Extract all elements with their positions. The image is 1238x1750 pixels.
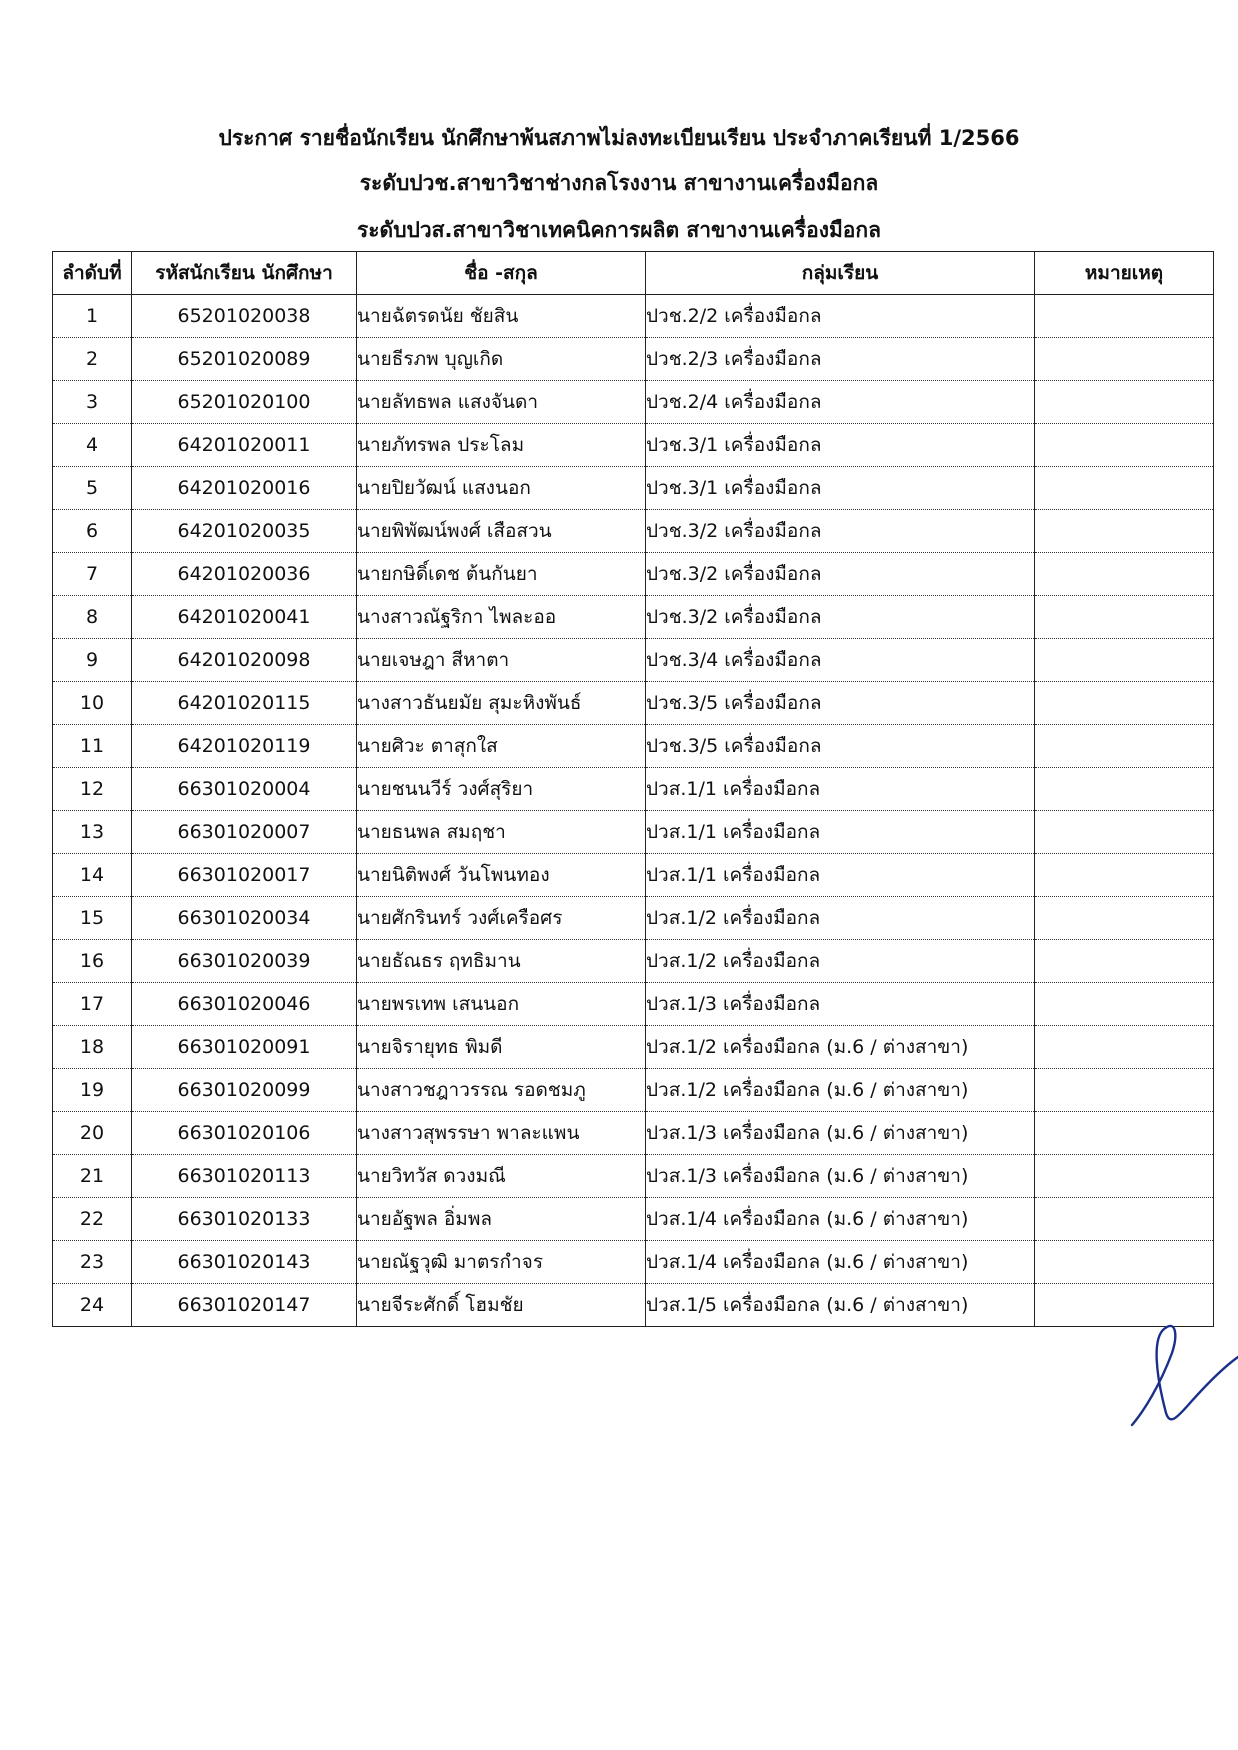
student-name-cell: นายกษิดิ์เดช ต้นกันยา — [357, 553, 646, 596]
table-row — [53, 983, 1214, 1026]
class-group-cell: ปวส.1/3 เครื่องมือกล (ม.6 / ต่างสาขา) — [646, 1112, 1035, 1155]
table-row — [53, 1241, 1214, 1284]
table-row — [53, 854, 1214, 897]
order-cell: 6 — [53, 510, 132, 553]
order-cell: 23 — [53, 1241, 132, 1284]
student-name-cell: นายวิทวัส ดวงมณี — [357, 1155, 646, 1198]
table-row — [53, 338, 1214, 381]
class-group-cell: ปวช.3/2 เครื่องมือกล — [646, 596, 1035, 639]
order-cell: 4 — [53, 424, 132, 467]
note-cell — [1035, 553, 1214, 596]
note-cell — [1035, 1112, 1214, 1155]
note-cell — [1035, 854, 1214, 897]
student-name-cell: นายศักรินทร์ วงศ์เครือศร — [357, 897, 646, 940]
student-id-cell: 66301020004 — [132, 768, 357, 811]
class-group-cell: ปวช.2/3 เครื่องมือกล — [646, 338, 1035, 381]
class-group-cell: ปวช.2/2 เครื่องมือกล — [646, 295, 1035, 338]
note-cell — [1035, 596, 1214, 639]
student-name-cell: นายธัณธร ฤทธิมาน — [357, 940, 646, 983]
note-cell — [1035, 1026, 1214, 1069]
student-name-cell: นายศิวะ ตาสุกใส — [357, 725, 646, 768]
order-cell: 14 — [53, 854, 132, 897]
order-cell: 19 — [53, 1069, 132, 1112]
student-id-cell: 66301020133 — [132, 1198, 357, 1241]
student-name-cell: นายธนพล สมฤชา — [357, 811, 646, 854]
order-cell: 9 — [53, 639, 132, 682]
order-cell: 15 — [53, 897, 132, 940]
student-id-cell: 64201020011 — [132, 424, 357, 467]
table-row — [53, 897, 1214, 940]
announcement-title: ประกาศ รายชื่อนักเรียน นักศึกษาพ้นสภาพไม่ลงทะเบียนเรียน ประจำภาคเรียนที่ 1/2566 — [218, 126, 1020, 150]
order-cell: 2 — [53, 338, 132, 381]
note-cell — [1035, 725, 1214, 768]
order-cell: 21 — [53, 1155, 132, 1198]
student-id-cell: 66301020099 — [132, 1069, 357, 1112]
vocational-level-subtitle: ระดับปวช.สาขาวิชาช่างกลโรงงาน สาขางานเครื่องมือกล — [359, 171, 879, 195]
note-cell — [1035, 940, 1214, 983]
student-id-cell: 64201020115 — [132, 682, 357, 725]
student-name-cell: นายนิติพงศ์ วันโพนทอง — [357, 854, 646, 897]
class-group-cell: ปวส.1/2 เครื่องมือกล — [646, 940, 1035, 983]
high-vocational-level-subtitle: ระดับปวส.สาขาวิชาเทคนิคการผลิต สาขางานเครื่องมือกล — [357, 218, 881, 242]
student-id-cell: 64201020098 — [132, 639, 357, 682]
student-name-cell: นายพรเทพ เสนนอก — [357, 983, 646, 1026]
student-id-cell: 66301020017 — [132, 854, 357, 897]
class-group-cell: ปวช.3/1 เครื่องมือกล — [646, 467, 1035, 510]
column-header-name: ชื่อ -สกุล — [357, 252, 646, 295]
class-group-cell: ปวช.3/5 เครื่องมือกล — [646, 682, 1035, 725]
note-cell — [1035, 682, 1214, 725]
column-header-group: กลุ่มเรียน — [646, 252, 1035, 295]
column-header-note: หมายเหตุ — [1035, 252, 1214, 295]
student-name-cell: นายฉัตรดนัย ชัยสิน — [357, 295, 646, 338]
note-cell — [1035, 510, 1214, 553]
student-id-cell: 66301020147 — [132, 1284, 357, 1327]
table-row — [53, 295, 1214, 338]
signature-mark — [1130, 1315, 1238, 1435]
student-name-cell: นายจีระศักดิ์ โฮมชัย — [357, 1284, 646, 1327]
note-cell — [1035, 1241, 1214, 1284]
order-cell: 3 — [53, 381, 132, 424]
note-cell — [1035, 424, 1214, 467]
class-group-cell: ปวช.3/2 เครื่องมือกล — [646, 510, 1035, 553]
table-row — [53, 725, 1214, 768]
order-cell: 18 — [53, 1026, 132, 1069]
student-id-cell: 65201020038 — [132, 295, 357, 338]
student-id-cell: 66301020113 — [132, 1155, 357, 1198]
class-group-cell: ปวส.1/5 เครื่องมือกล (ม.6 / ต่างสาขา) — [646, 1284, 1035, 1327]
class-group-cell: ปวช.3/4 เครื่องมือกล — [646, 639, 1035, 682]
note-cell — [1035, 381, 1214, 424]
column-header-student-id: รหัสนักเรียน นักศึกษา — [132, 252, 357, 295]
order-cell: 5 — [53, 467, 132, 510]
note-cell — [1035, 983, 1214, 1026]
student-id-cell: 66301020034 — [132, 897, 357, 940]
student-name-cell: นางสาวสุพรรษา พาละแพน — [357, 1112, 646, 1155]
table-header-row — [53, 252, 1214, 295]
student-id-cell: 66301020143 — [132, 1241, 357, 1284]
class-group-cell: ปวส.1/2 เครื่องมือกล (ม.6 / ต่างสาขา) — [646, 1026, 1035, 1069]
student-name-cell: นายธีรภพ บุญเกิด — [357, 338, 646, 381]
student-id-cell: 66301020007 — [132, 811, 357, 854]
student-id-cell: 66301020106 — [132, 1112, 357, 1155]
student-name-cell: นางสาวณัฐริกา ไพละออ — [357, 596, 646, 639]
note-cell — [1035, 467, 1214, 510]
table-row — [53, 1069, 1214, 1112]
student-id-cell: 64201020016 — [132, 467, 357, 510]
order-cell: 10 — [53, 682, 132, 725]
student-id-cell: 66301020039 — [132, 940, 357, 983]
note-cell — [1035, 811, 1214, 854]
table-row — [53, 811, 1214, 854]
note-cell — [1035, 1069, 1214, 1112]
student-id-cell: 64201020035 — [132, 510, 357, 553]
table-row — [53, 467, 1214, 510]
student-name-cell: นางสาวชฎาวรรณ รอดชมภู — [357, 1069, 646, 1112]
student-id-cell: 66301020091 — [132, 1026, 357, 1069]
table-row — [53, 682, 1214, 725]
table-row — [53, 639, 1214, 682]
student-name-cell: นายณัฐวุฒิ มาตรกำจร — [357, 1241, 646, 1284]
table-row — [53, 1284, 1214, 1327]
table-row — [53, 1155, 1214, 1198]
class-group-cell: ปวส.1/1 เครื่องมือกล — [646, 811, 1035, 854]
class-group-cell: ปวส.1/4 เครื่องมือกล (ม.6 / ต่างสาขา) — [646, 1241, 1035, 1284]
order-cell: 7 — [53, 553, 132, 596]
order-cell: 1 — [53, 295, 132, 338]
student-id-cell: 64201020036 — [132, 553, 357, 596]
class-group-cell: ปวช.3/2 เครื่องมือกล — [646, 553, 1035, 596]
table-row — [53, 596, 1214, 639]
order-cell: 11 — [53, 725, 132, 768]
student-name-cell: นางสาวธันยมัย สุมะหิงพันธ์ — [357, 682, 646, 725]
table-row — [53, 940, 1214, 983]
order-cell: 8 — [53, 596, 132, 639]
order-cell: 12 — [53, 768, 132, 811]
student-name-cell: นายเจษฎา สีหาตา — [357, 639, 646, 682]
note-cell — [1035, 768, 1214, 811]
table-row — [53, 1112, 1214, 1155]
class-group-cell: ปวส.1/3 เครื่องมือกล — [646, 983, 1035, 1026]
student-name-cell: นายปิยวัฒน์ แสงนอก — [357, 467, 646, 510]
order-cell: 16 — [53, 940, 132, 983]
table-row — [53, 1026, 1214, 1069]
order-cell: 17 — [53, 983, 132, 1026]
table-row — [53, 1198, 1214, 1241]
student-name-cell: นายอัฐพล อิ่มพล — [357, 1198, 646, 1241]
class-group-cell: ปวส.1/2 เครื่องมือกล (ม.6 / ต่างสาขา) — [646, 1069, 1035, 1112]
class-group-cell: ปวช.2/4 เครื่องมือกล — [646, 381, 1035, 424]
student-id-cell: 66301020046 — [132, 983, 357, 1026]
note-cell — [1035, 897, 1214, 940]
class-group-cell: ปวส.1/1 เครื่องมือกล — [646, 854, 1035, 897]
table-row — [53, 424, 1214, 467]
order-cell: 24 — [53, 1284, 132, 1327]
student-id-cell: 64201020119 — [132, 725, 357, 768]
student-id-cell: 65201020100 — [132, 381, 357, 424]
class-group-cell: ปวส.1/4 เครื่องมือกล (ม.6 / ต่างสาขา) — [646, 1198, 1035, 1241]
class-group-cell: ปวส.1/3 เครื่องมือกล (ม.6 / ต่างสาขา) — [646, 1155, 1035, 1198]
class-group-cell: ปวส.1/1 เครื่องมือกล — [646, 768, 1035, 811]
order-cell: 22 — [53, 1198, 132, 1241]
table-row — [53, 768, 1214, 811]
table-body — [53, 295, 1214, 1327]
student-name-cell: นายลัทธพล แสงจันดา — [357, 381, 646, 424]
order-cell: 13 — [53, 811, 132, 854]
class-group-cell: ปวส.1/2 เครื่องมือกล — [646, 897, 1035, 940]
order-cell: 20 — [53, 1112, 132, 1155]
table-row — [53, 510, 1214, 553]
student-name-cell: นายพิพัฒน์พงศ์ เสือสวน — [357, 510, 646, 553]
table-row — [53, 381, 1214, 424]
student-id-cell: 64201020041 — [132, 596, 357, 639]
student-name-cell: นายชนนวีร์ วงศ์สุริยา — [357, 768, 646, 811]
student-name-cell: นายจิรายุทธ พิมดี — [357, 1026, 646, 1069]
class-group-cell: ปวช.3/5 เครื่องมือกล — [646, 725, 1035, 768]
table-row — [53, 553, 1214, 596]
column-header-order: ลำดับที่ — [53, 252, 132, 295]
note-cell — [1035, 1155, 1214, 1198]
note-cell — [1035, 295, 1214, 338]
student-id-cell: 65201020089 — [132, 338, 357, 381]
class-group-cell: ปวช.3/1 เครื่องมือกล — [646, 424, 1035, 467]
note-cell — [1035, 639, 1214, 682]
note-cell — [1035, 1198, 1214, 1241]
student-name-cell: นายภัทรพล ประโลม — [357, 424, 646, 467]
note-cell — [1035, 338, 1214, 381]
student-roster-table — [52, 251, 1214, 1327]
